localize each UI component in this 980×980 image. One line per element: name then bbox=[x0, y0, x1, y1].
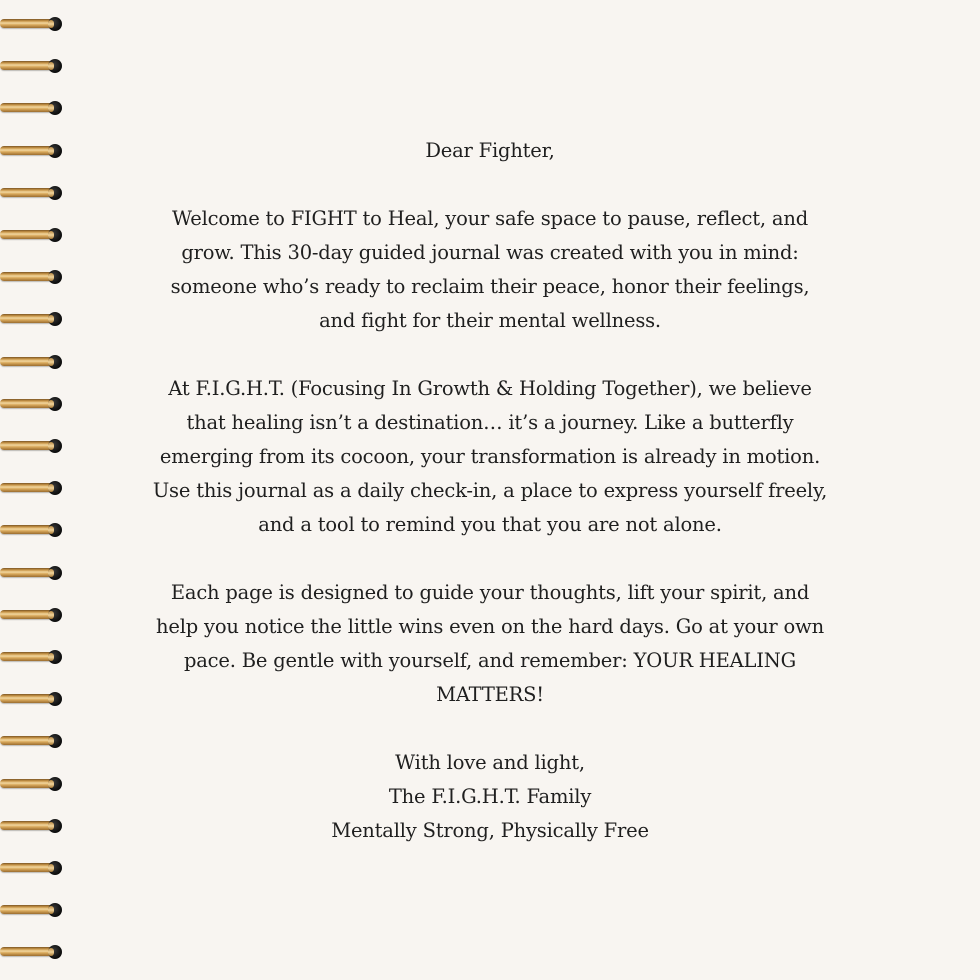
ring-wire bbox=[0, 441, 54, 450]
ring-wire bbox=[0, 525, 54, 534]
ring-wire bbox=[0, 905, 54, 914]
spiral-binding-ring-icon bbox=[0, 480, 64, 496]
ring-wire bbox=[0, 652, 54, 661]
ring-hole bbox=[48, 228, 62, 242]
spiral-binding-ring-icon bbox=[0, 58, 64, 74]
ring-wire bbox=[0, 947, 54, 956]
spiral-binding-ring-icon bbox=[0, 565, 64, 581]
spiral-binding-ring-icon bbox=[0, 733, 64, 749]
spiral-binding-ring-icon bbox=[0, 818, 64, 834]
spiral-binding-ring-icon bbox=[0, 776, 64, 792]
ring-hole bbox=[48, 819, 62, 833]
ring-hole bbox=[48, 777, 62, 791]
ring-hole bbox=[48, 481, 62, 495]
ring-hole bbox=[48, 144, 62, 158]
ring-hole bbox=[48, 270, 62, 284]
ring-hole bbox=[48, 861, 62, 875]
ring-wire bbox=[0, 694, 54, 703]
spiral-binding-ring-icon bbox=[0, 691, 64, 707]
spiral-binding-ring-icon bbox=[0, 16, 64, 32]
ring-hole bbox=[48, 59, 62, 73]
ring-wire bbox=[0, 736, 54, 745]
letter-paragraph-mission: At F.I.G.H.T. (Focusing In Growth & Holding Together), we believe that healing isn’t a destination… it’s a journey. Like a butterfly emerging from its cocoon, your transformation is already in motion. Use this journal as a daily check-in, a place to express yourself freely, and a tool to remind you that you are not alone. bbox=[152, 377, 828, 536]
ring-hole bbox=[48, 903, 62, 917]
welcome-letter bbox=[150, 134, 830, 848]
ring-wire bbox=[0, 314, 54, 323]
ring-wire bbox=[0, 272, 54, 281]
ring-hole bbox=[48, 312, 62, 326]
spiral-binding-ring-icon bbox=[0, 100, 64, 116]
spiral-binding-ring-icon bbox=[0, 354, 64, 370]
letter-paragraph-guidance: Each page is designed to guide your thoughts, lift your spirit, and help you notice the little wins even on the hard days. Go at your own pace. Be gentle with yourself, and remember: YOUR HEALING MATTERS! bbox=[156, 581, 824, 706]
ring-wire bbox=[0, 821, 54, 830]
ring-hole bbox=[48, 608, 62, 622]
spiral-binding-ring-icon bbox=[0, 269, 64, 285]
ring-hole bbox=[48, 650, 62, 664]
spiral-binding-ring-icon bbox=[0, 227, 64, 243]
ring-hole bbox=[48, 439, 62, 453]
letter-greeting: Dear Fighter, bbox=[425, 139, 555, 162]
ring-hole bbox=[48, 734, 62, 748]
ring-hole bbox=[48, 17, 62, 31]
letter-paragraph-intro: Welcome to FIGHT to Heal, your safe space to pause, reflect, and grow. This 30-day guided journal was created with you in mind: someone who’s ready to reclaim their peace, honor their feelings, and fight for their mental wellness. bbox=[170, 207, 810, 332]
ring-wire bbox=[0, 230, 54, 239]
ring-hole bbox=[48, 945, 62, 959]
ring-hole bbox=[48, 101, 62, 115]
ring-hole bbox=[48, 397, 62, 411]
ring-wire bbox=[0, 483, 54, 492]
ring-wire bbox=[0, 103, 54, 112]
ring-wire bbox=[0, 188, 54, 197]
spiral-binding-ring-icon bbox=[0, 438, 64, 454]
ring-hole bbox=[48, 692, 62, 706]
ring-wire bbox=[0, 146, 54, 155]
spiral-binding-ring-icon bbox=[0, 860, 64, 876]
tagline: Mentally Strong, Physically Free bbox=[331, 819, 649, 842]
ring-hole bbox=[48, 186, 62, 200]
ring-wire bbox=[0, 779, 54, 788]
spiral-binding bbox=[0, 0, 80, 980]
ring-hole bbox=[48, 566, 62, 580]
spiral-binding-ring-icon bbox=[0, 649, 64, 665]
ring-wire bbox=[0, 357, 54, 366]
spiral-binding-ring-icon bbox=[0, 396, 64, 412]
ring-hole bbox=[48, 523, 62, 537]
spiral-binding-ring-icon bbox=[0, 143, 64, 159]
spiral-binding-ring-icon bbox=[0, 944, 64, 960]
ring-wire bbox=[0, 863, 54, 872]
signature: The F.I.G.H.T. Family bbox=[388, 785, 592, 808]
ring-wire bbox=[0, 610, 54, 619]
spiral-binding-ring-icon bbox=[0, 311, 64, 327]
ring-wire bbox=[0, 19, 54, 28]
spiral-binding-ring-icon bbox=[0, 607, 64, 623]
ring-wire bbox=[0, 399, 54, 408]
letter-closing bbox=[150, 746, 830, 848]
spiral-binding-ring-icon bbox=[0, 522, 64, 538]
spiral-binding-ring-icon bbox=[0, 902, 64, 918]
spiral-binding-ring-icon bbox=[0, 185, 64, 201]
ring-wire bbox=[0, 568, 54, 577]
ring-wire bbox=[0, 61, 54, 70]
closing-line: With love and light, bbox=[395, 751, 585, 774]
ring-hole bbox=[48, 355, 62, 369]
